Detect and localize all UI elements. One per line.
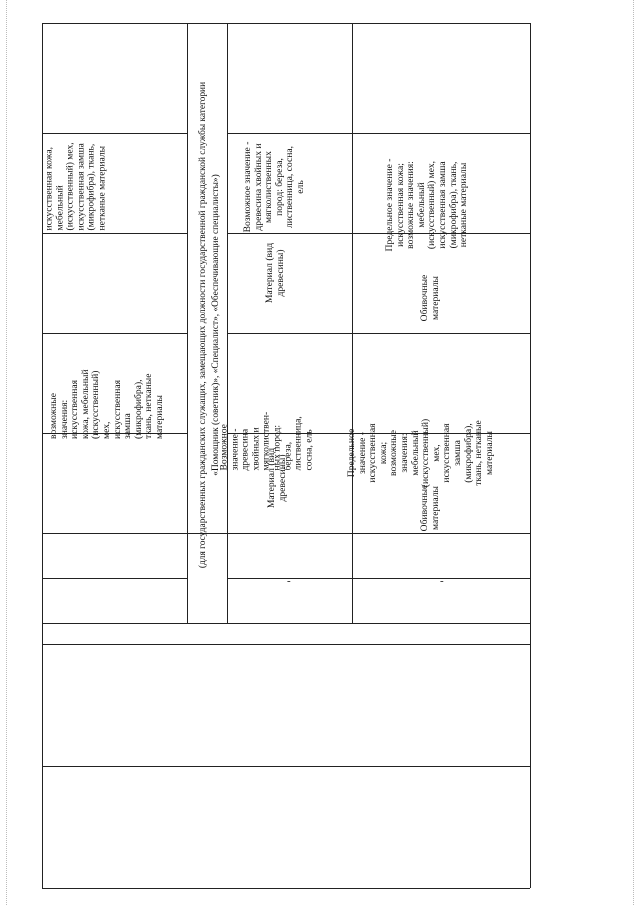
table-line (42, 623, 530, 624)
row-wood-dash: - (287, 575, 291, 587)
top-cell-upholstery-limit-text: искусственная кожа, мебельный (искусственный) мех, искусственная замша (микрофибра), ткань, нетканые материалы (43, 142, 108, 231)
row-upholstery-value-2: Предельное значение - искусственная кожа; возможные значения: мебельный (искусственный) мех, искусственная замша (микрофибра), ткань, нетканые материалы (384, 158, 470, 252)
table-border-right (530, 23, 531, 888)
table-line (42, 644, 530, 645)
row-upholstery-characteristic-2: Обивочные материалы (419, 274, 441, 322)
row-upholstery-dash: - (440, 575, 444, 587)
top-cell-upholstery-values (42, 333, 187, 439)
row-wood (218, 23, 352, 623)
row-upholstery (346, 23, 530, 623)
specification-table (42, 23, 530, 888)
row-wood-characteristic-2: Материал (вид древесины) (264, 242, 286, 304)
top-cell-upholstery-limit (42, 133, 187, 233)
top-cell-upholstery-values-text: возможные значения: искусственная кожа, мебельный (искусственный) мех, искусственная замша (микрофибра), ткань, нетканые материалы (48, 369, 165, 439)
table-border-bottom (42, 888, 530, 889)
table-line (42, 233, 187, 234)
section-header (187, 23, 227, 623)
scan-edge-left (6, 0, 7, 905)
section-header-line1: (для государственных гражданских служащих, замещающих должности государственной гражданской службы категории (198, 81, 208, 569)
row-upholstery-characteristic: Обивочные материалы (419, 484, 441, 532)
table-line (42, 766, 530, 767)
table-line (42, 578, 187, 579)
row-wood-value-2: Возможное значение - древесина хвойных и мягколиственных пород: береза, лиственница, сосна, ель (242, 141, 306, 233)
row-wood-characteristic: Материал (вид древесины) (266, 447, 288, 509)
row-upholstery-limit-value: Предельное значение - искусственная кожа; возможные значения: мебельный (искусственный) мех, искусственная замша (микрофибра), ткань, нетканые материалы (346, 418, 495, 488)
scan-edge-right (633, 0, 634, 905)
section-header-line2: «Помощник (советник)», «Специалист», «Обеспечивающие специалисты») (211, 174, 221, 476)
row-wood-limit-value: Возможное значение - древесина хвойных и мягколиствен- ных пород: береза, лиственница, сосна, ель (218, 411, 315, 471)
